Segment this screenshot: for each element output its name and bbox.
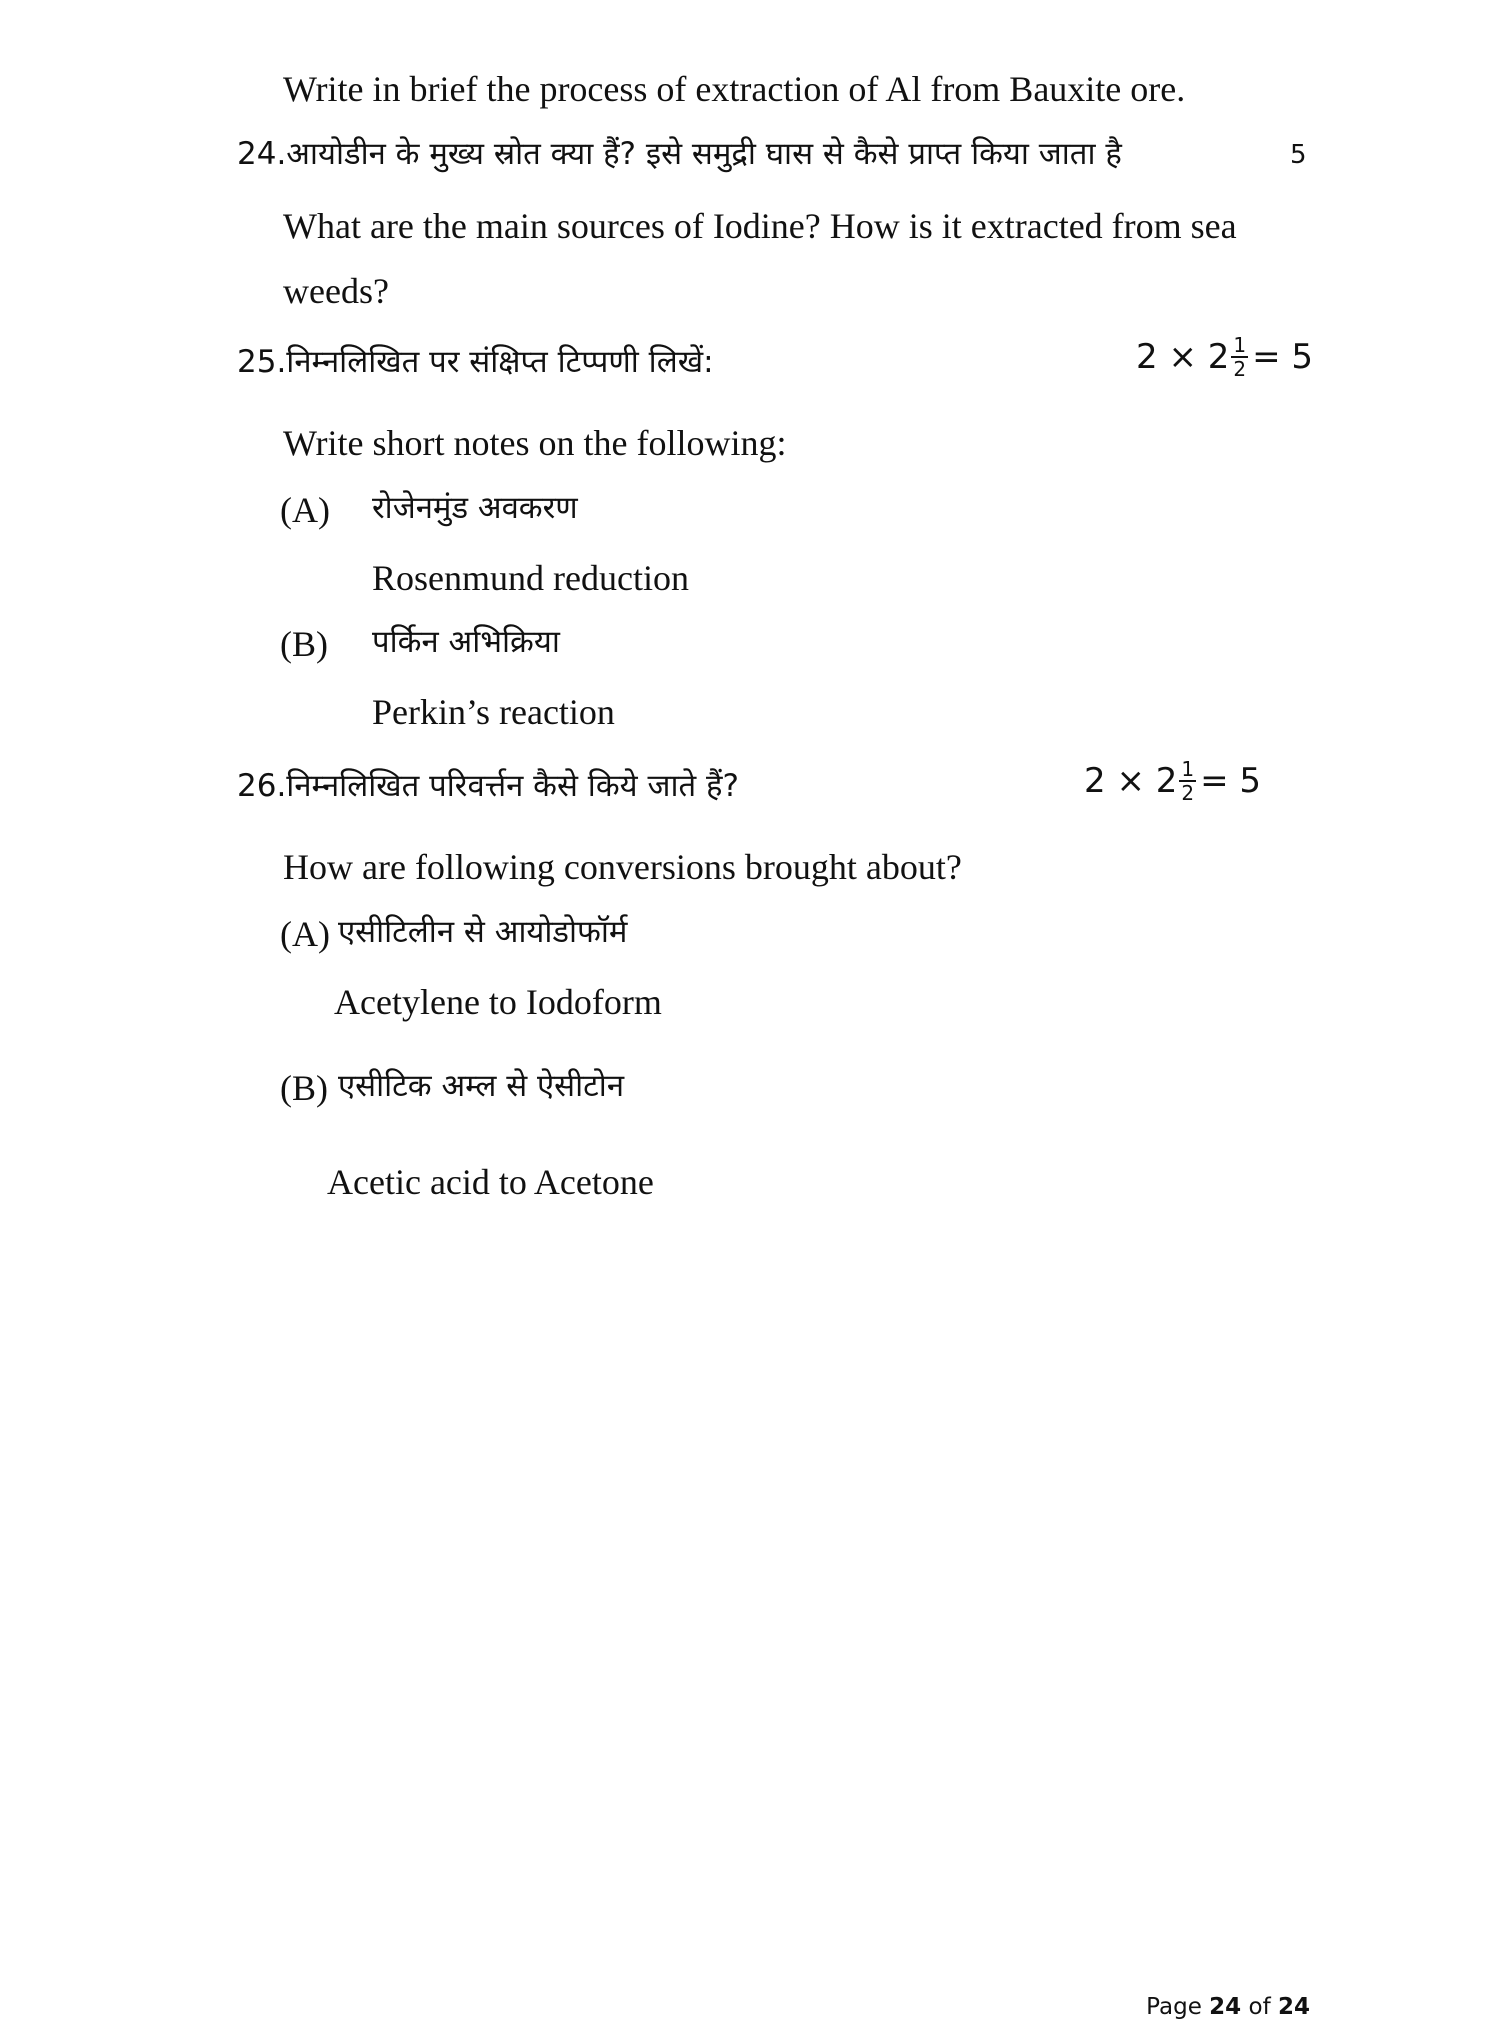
page-number-footer [1146, 1994, 1310, 2020]
q26-hindi-text: 26.निम्नलिखित परिवर्त्तन कैसे किये जाते हैं? [237, 768, 739, 804]
fraction-numerator: 1 [1181, 757, 1195, 781]
q26-option-b-english: Acetic acid to Acetone [327, 1162, 654, 1202]
q26-english-text: How are following conversions brought about? [283, 847, 962, 887]
footer-of-word: of [1248, 1994, 1271, 2020]
marks-prefix: 2 × 2 [1084, 761, 1178, 801]
footer-current-page: 24 [1209, 1994, 1242, 2020]
q26-option-a-label: (A) [280, 914, 330, 954]
fraction-numerator: 1 [1233, 333, 1247, 357]
q26-option-b-label: (B) [280, 1068, 328, 1108]
marks-fraction [1179, 758, 1196, 804]
q24-hindi-text: 24.आयोडीन के मुख्य स्रोत क्या हैं? इसे समुद्री घास से कैसे प्राप्त किया जाता है [237, 136, 1122, 172]
q26-marks-formula [1084, 758, 1261, 804]
marks-suffix: = 5 [1252, 337, 1314, 377]
marks-suffix: = 5 [1200, 761, 1262, 801]
q25-option-a-label: (A) [280, 490, 330, 530]
q24-marks: 5 [1290, 140, 1307, 170]
q24-english-text-line2: weeds? [283, 271, 389, 311]
q25-option-b-hindi: पर्किन अभिक्रिया [372, 624, 560, 660]
q25-option-b-label: (B) [280, 624, 328, 664]
q25-option-a-english: Rosenmund reduction [372, 558, 689, 598]
q25-hindi-text: 25.निम्नलिखित पर संक्षिप्त टिप्पणी लिखें: [237, 344, 714, 380]
q25-option-b-english: Perkin’s reaction [372, 692, 615, 732]
q25-marks-formula [1136, 334, 1313, 380]
fraction-denominator: 2 [1233, 357, 1247, 381]
q26-option-b-hindi: एसीटिक अम्ल से ऐसीटोन [338, 1068, 625, 1104]
q24-english-text-line1: What are the main sources of Iodine? How is it extracted from sea [283, 206, 1237, 246]
marks-fraction [1231, 334, 1248, 380]
footer-page-word: Page [1146, 1994, 1202, 2020]
fraction-denominator: 2 [1181, 781, 1195, 805]
q25-option-a-hindi: रोजेनमुंड अवकरण [372, 490, 578, 526]
q26-option-a-hindi: एसीटिलीन से आयोडोफॉर्म [338, 914, 628, 950]
q23-english-text: Write in brief the process of extraction of Al from Bauxite ore. [283, 69, 1186, 109]
q25-english-text: Write short notes on the following: [283, 423, 787, 463]
q26-option-a-english: Acetylene to Iodoform [334, 982, 662, 1022]
marks-prefix: 2 × 2 [1136, 337, 1230, 377]
footer-total-pages: 24 [1277, 1994, 1310, 2020]
